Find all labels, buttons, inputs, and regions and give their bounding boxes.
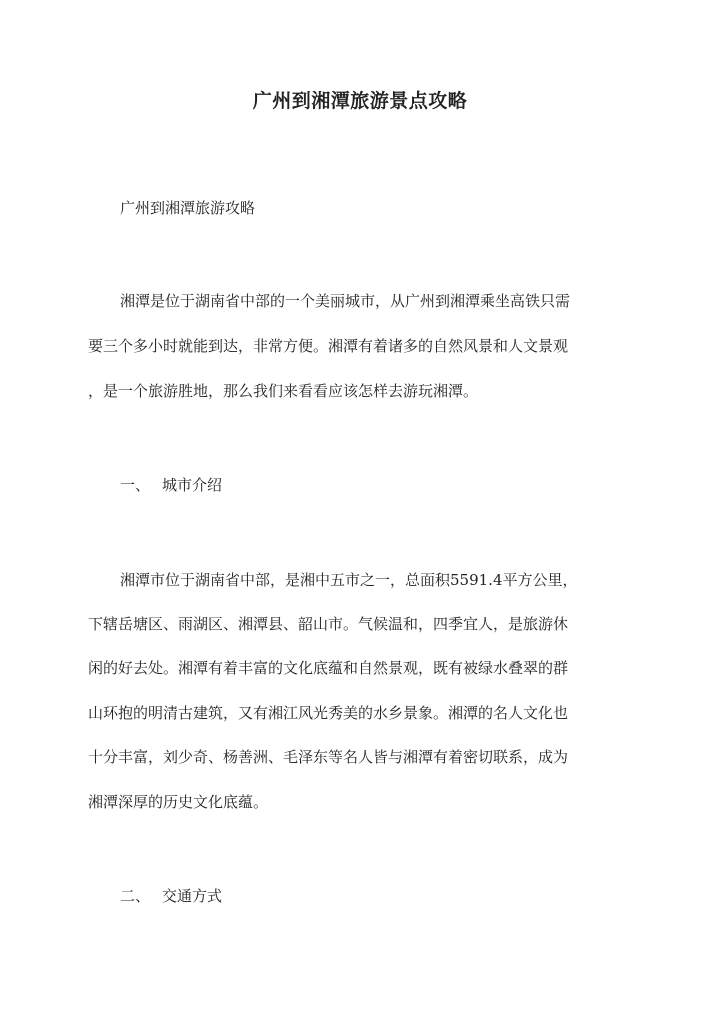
section-1-line-4: 山环抱的明清古建筑，又有湘江风光秀美的水乡景象。湘潭的名人文化也 <box>88 704 569 722</box>
section-1-line-6: 湘潭深厚的历史文化底蕴。 <box>88 793 269 811</box>
section-2-number: 二、 <box>120 887 151 905</box>
section-2-title: 交通方式 <box>162 887 223 905</box>
section-1-line-1: 湘潭市位于湖南省中部，是湘中五市之一，总面积5591.4平方公里， <box>120 571 578 589</box>
intro-line-1: 湘潭是位于湖南省中部的一个美丽城市，从广州到湘潭乘坐高铁只需 <box>120 292 571 310</box>
section-2-heading <box>120 881 668 911</box>
section-1-line-2: 下辖岳塘区、雨湖区、湘潭县、韶山市。气候温和，四季宜人，是旅游休 <box>88 615 569 633</box>
section-1-heading <box>120 470 668 500</box>
section-1-title: 城市介绍 <box>162 476 223 494</box>
intro-line-2: 要三个多小时就能到达，非常方便。湘潭有着诸多的自然风景和人文景观 <box>88 337 569 355</box>
section-1-line-3: 闲的好去处。湘潭有着丰富的文化底蕴和自然景观，既有被绿水叠翠的群 <box>88 659 569 677</box>
intro-line-3: ，是一个旅游胜地，那么我们来看看应该怎样去游玩湘潭。 <box>88 382 479 400</box>
section-1-number: 一、 <box>120 476 151 494</box>
document-subtitle: 广州到湘潭旅游攻略 <box>120 199 256 217</box>
document-title: 广州到湘潭旅游景点攻略 <box>252 90 468 112</box>
section-1-line-5: 十分丰富，刘少奇、杨善洲、毛泽东等名人皆与湘潭有着密切联系，成为 <box>88 748 569 766</box>
